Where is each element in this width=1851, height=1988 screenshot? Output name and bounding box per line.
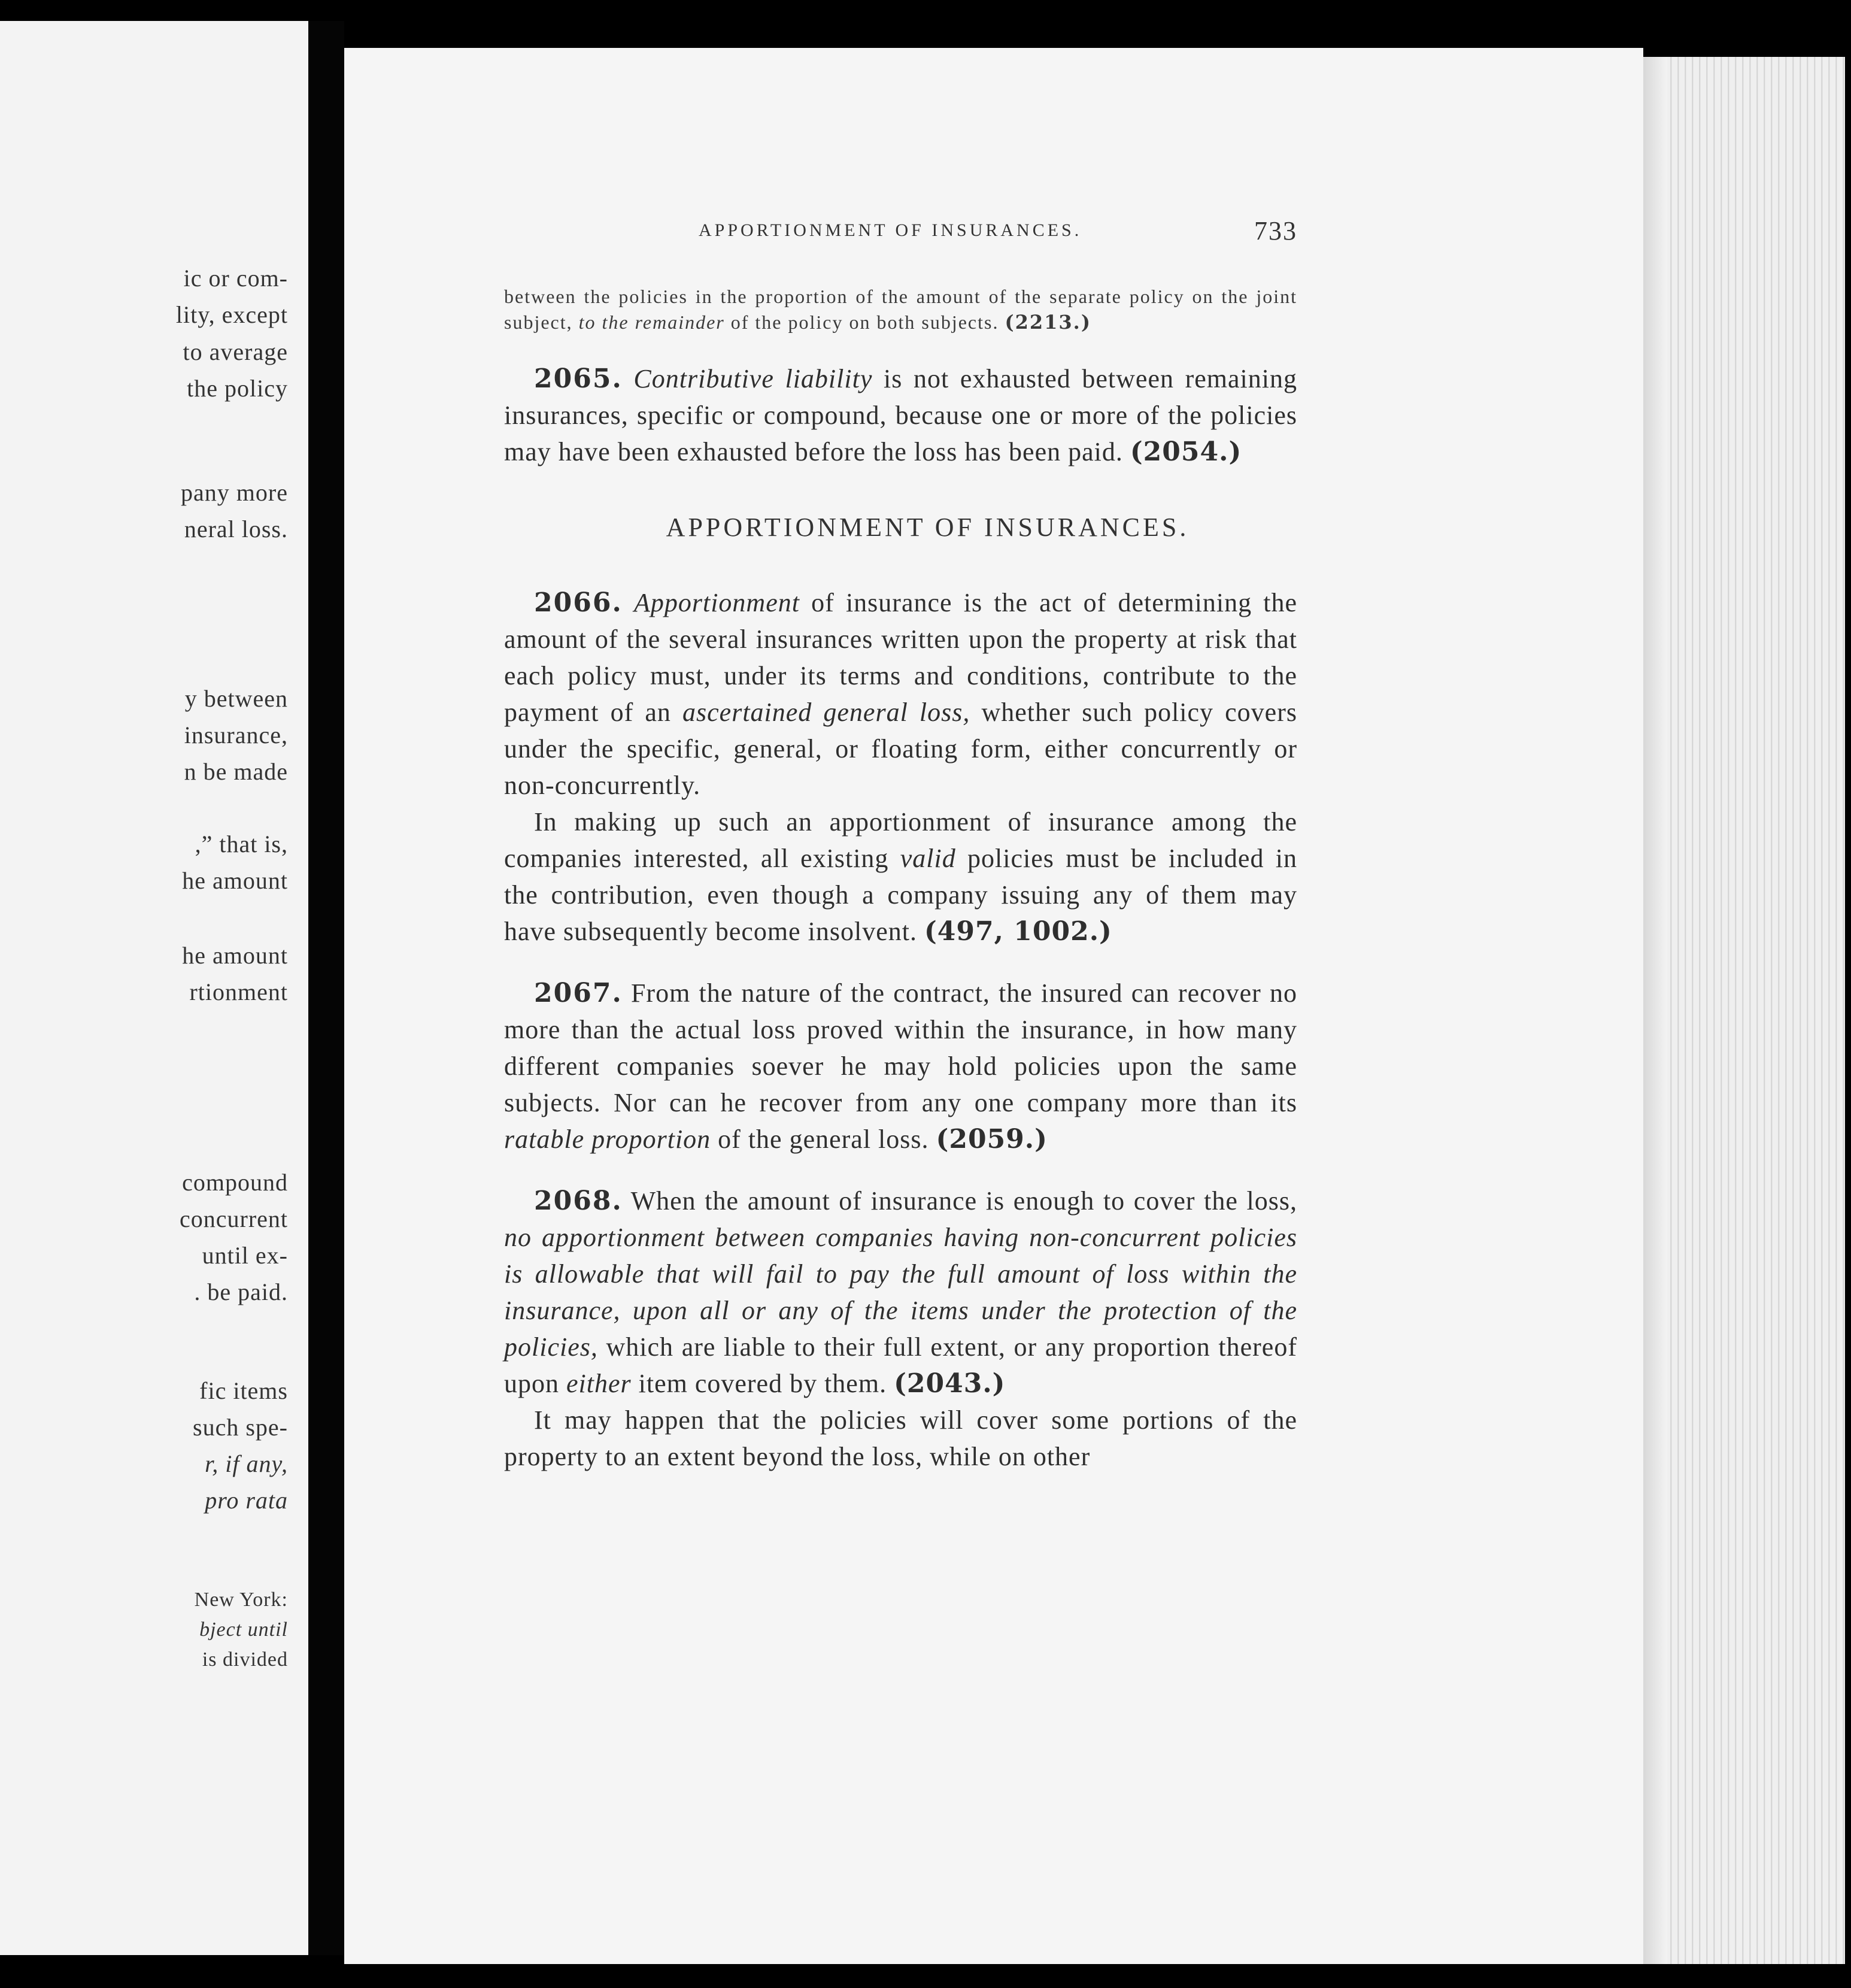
section-2068 bbox=[504, 1183, 1297, 1402]
left-line: y between bbox=[184, 685, 288, 712]
section-text: In making up such an apportionment of insurance among the companies interested, all existing bbox=[504, 807, 1297, 873]
left-line: until ex- bbox=[202, 1242, 288, 1269]
section-number: 2067. bbox=[534, 978, 623, 1008]
section-2066 bbox=[504, 584, 1297, 804]
running-head-title: APPORTIONMENT OF INSURANCES. bbox=[699, 220, 1082, 240]
left-line: he amount bbox=[182, 942, 288, 969]
cross-reference: (497, 1002.) bbox=[924, 916, 1112, 947]
text-column bbox=[504, 216, 1297, 1475]
section-text: whether such policy covers under the specific, general, or floating form, either concurrently or non-concurrently. bbox=[504, 698, 1297, 800]
left-line: concurrent bbox=[179, 1205, 288, 1232]
left-line: rtionment bbox=[189, 978, 288, 1005]
section-number: 2068. bbox=[534, 1186, 623, 1216]
section-text: From the nature of the contract, the insured can recover no more than the actual loss proved within the insurance, in how many different companies soever he may hold policies upon the same subjects. Nor can he recover from any one company more than its bbox=[504, 978, 1297, 1117]
section-number: 2066. bbox=[534, 587, 623, 618]
left-line: to average bbox=[183, 338, 288, 365]
section-text: which are liable to their full extent, or any proportion thereof upon bbox=[504, 1332, 1297, 1398]
section-heading: APPORTIONMENT OF INSURANCES. bbox=[666, 513, 1190, 542]
left-line: ,” that is, bbox=[195, 831, 288, 857]
left-line: . be paid. bbox=[194, 1278, 288, 1305]
carryover-italic: to the remainder bbox=[578, 311, 725, 333]
section-italic: ratable proportion bbox=[504, 1125, 711, 1154]
section-2065 bbox=[504, 360, 1297, 470]
left-line: bject until bbox=[199, 1619, 288, 1641]
book-gutter bbox=[308, 21, 344, 1955]
section-text: is not exhausted between remaining insurances, specific or compound, because one or more of the policies may have been exhausted before the loss has been paid. bbox=[504, 364, 1297, 466]
section-italic: either bbox=[566, 1369, 632, 1398]
cross-reference: (2059.) bbox=[936, 1124, 1048, 1154]
section-text: of the general loss. bbox=[711, 1125, 936, 1154]
left-line: ic or com- bbox=[183, 265, 288, 292]
left-line: such spe- bbox=[193, 1414, 288, 1441]
cross-reference: (2054.) bbox=[1130, 437, 1242, 467]
section-term: Apportionment bbox=[633, 588, 800, 617]
section-italic: valid bbox=[900, 844, 956, 873]
left-line: neral loss. bbox=[184, 516, 288, 543]
left-line: r, if any, bbox=[205, 1450, 288, 1477]
left-line: n be made bbox=[184, 758, 288, 785]
carryover-text: of the policy on both subjects. bbox=[724, 311, 1005, 333]
section-text: item covered by them. bbox=[631, 1369, 894, 1398]
section-2067 bbox=[504, 975, 1297, 1157]
left-line: lity, except bbox=[175, 301, 288, 328]
previous-page bbox=[0, 21, 308, 1955]
section-italic: no apportionment between companies having non-concurrent policies is allowable that will fail to pay the full amount of loss within the insurance, upon all or any of the items under the protection of the policies, bbox=[504, 1223, 1297, 1362]
left-line: pany more bbox=[181, 479, 288, 506]
cross-reference: (2043.) bbox=[894, 1368, 1006, 1399]
section-term: Contributive liability bbox=[633, 364, 873, 393]
left-line: the policy bbox=[187, 375, 288, 402]
left-line: fic items bbox=[199, 1377, 288, 1404]
left-line: pro rata bbox=[205, 1487, 288, 1514]
section-number: 2065. bbox=[534, 363, 623, 394]
section-italic: ascertained general loss, bbox=[682, 698, 970, 727]
carryover-paragraph bbox=[504, 284, 1297, 335]
section-2066-paragraph-2 bbox=[504, 804, 1297, 950]
page-number: 733 bbox=[1254, 216, 1297, 246]
page-edges bbox=[1643, 57, 1845, 1964]
left-line: is divided bbox=[202, 1648, 288, 1671]
section-text: policies must be included in the contribution, even though a company issuing any of them may have subsequently become insolvent. bbox=[504, 844, 1297, 946]
running-head bbox=[504, 216, 1297, 257]
left-line: compound bbox=[182, 1169, 288, 1196]
section-text: When the amount of insurance is enough to cover the loss, bbox=[622, 1186, 1297, 1216]
left-line: insurance, bbox=[184, 722, 288, 748]
section-text: of insurance is the act of determining the amount of the several insurances written upon the property at risk that each policy must, under its terms and conditions, contribute to the payment of an bbox=[504, 588, 1298, 727]
left-line: he amount bbox=[182, 867, 288, 894]
section-2068-paragraph-2: It may happen that the policies will cover some portions of the property to an extent beyond the loss, while on other bbox=[504, 1405, 1297, 1471]
carryover-text: between the policies in the proportion of the amount of the separate policy on the joint subject, bbox=[504, 286, 1297, 333]
left-line: New York: bbox=[194, 1589, 288, 1611]
cross-reference: (2213.) bbox=[1005, 311, 1091, 334]
